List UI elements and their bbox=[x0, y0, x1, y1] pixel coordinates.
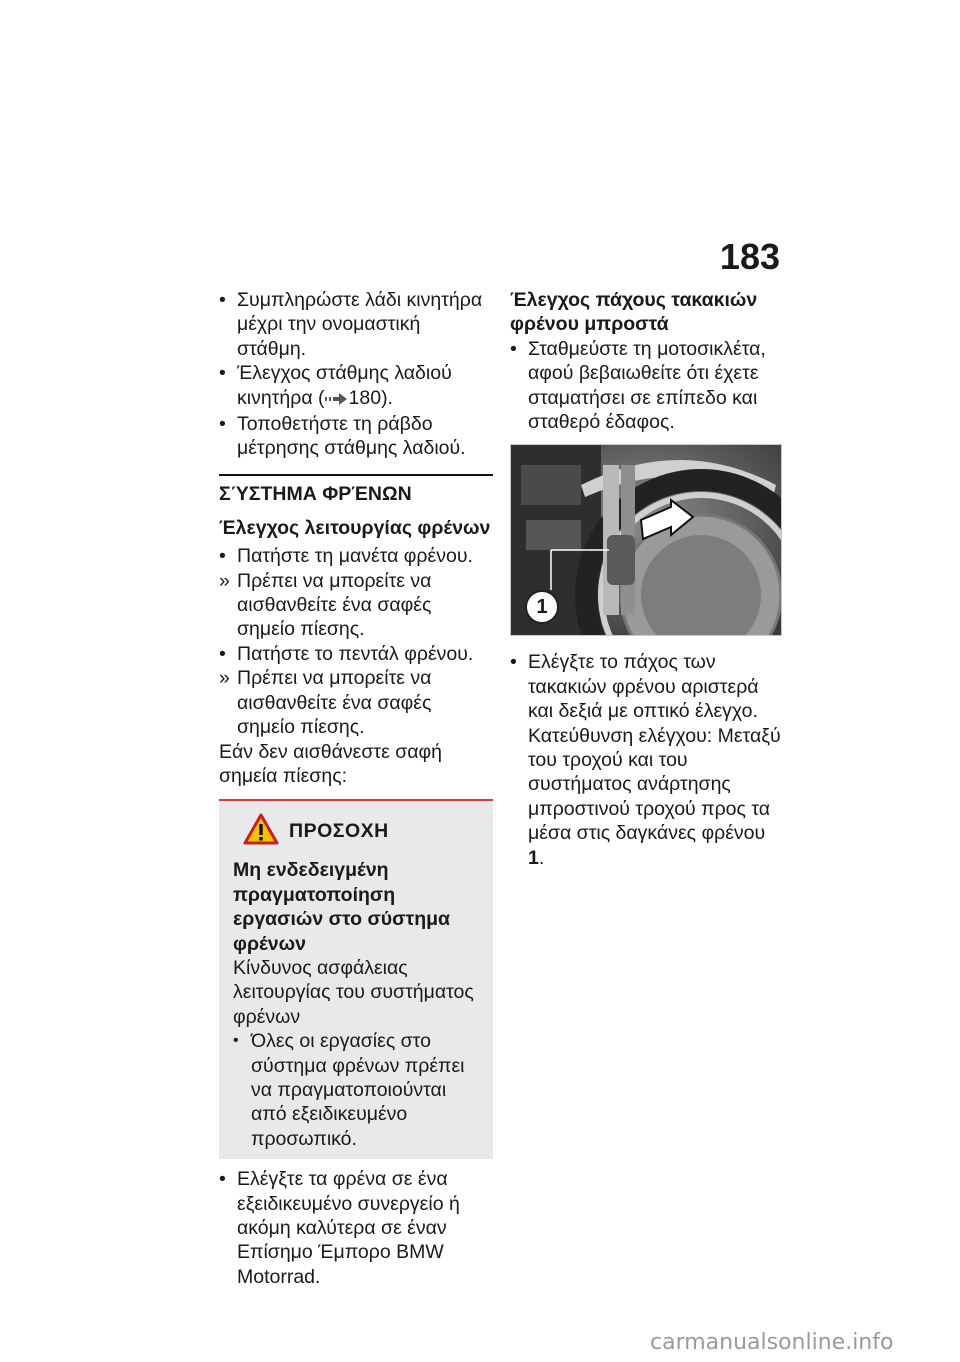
warning-title: ΠΡΟΣΟΧΗ bbox=[289, 820, 389, 843]
list-item bbox=[219, 288, 493, 361]
list-item bbox=[219, 544, 493, 568]
bullet-marker: • bbox=[219, 289, 226, 311]
list-item bbox=[219, 569, 493, 642]
list-item-text: Συμπληρώστε λάδι κινητήρα μέχρι την ονομαστική στάθμη. bbox=[237, 289, 483, 360]
warning-list-item bbox=[233, 1029, 479, 1151]
left-column bbox=[219, 288, 493, 1289]
bullet-marker: • bbox=[219, 413, 226, 436]
list-item-text: Πρέπει να μπορείτε να αισθανθείτε ένα σαφές σημείο πίεσης. bbox=[237, 569, 432, 641]
right-column bbox=[510, 288, 782, 870]
bullet-marker: • bbox=[510, 651, 517, 674]
warning-body: Κίνδυνος ασφάλειας λειτουργίας του συστήματος φρένων bbox=[233, 956, 474, 1028]
watermark: carmanualsonline.info bbox=[650, 1330, 894, 1355]
list-item: • Ελέγξτε το πάχος των τακακιών φρένου αριστερά και δεξιά με οπτικό έλεγχο. Κατεύθυνση ελέγχου: Μεταξύ του τροχού και του συστήματος ανάρτησης μπροστινού τροχού προς τα μέσα στις δαγκάνες φρένου 1. bbox=[510, 651, 781, 869]
list-item-text: Τοποθετήστε τη ράβδο μέτρησης στάθμης λαδιού. bbox=[237, 413, 466, 460]
figure-callout: 1 bbox=[525, 590, 559, 624]
callout-reference: 1 bbox=[528, 846, 539, 869]
bullet-marker: • bbox=[219, 642, 226, 665]
list-item bbox=[510, 337, 782, 435]
page-reference-arrow-icon bbox=[325, 388, 349, 412]
subsection-title: Έλεγχος λειτουργίας φρένων bbox=[219, 516, 491, 539]
list-item bbox=[219, 1167, 493, 1289]
list-item: • Έλεγχος στάθμης λαδιού κινητήρα ( 180). bbox=[219, 361, 493, 412]
bullet-marker: • bbox=[219, 1168, 226, 1191]
bullet-marker: • bbox=[510, 337, 517, 360]
page-number: 183 bbox=[719, 236, 780, 277]
section-divider bbox=[219, 474, 493, 476]
list-item-text: Σταθμεύστε τη μοτοσικλέτα, αφού βεβαιωθείτε ότι έχετε σταματήσει σε επίπεδο και σταθερό έδαφος. bbox=[528, 337, 766, 434]
list-item-text: Πρέπει να μπορείτε να αισθανθείτε ένα σαφές σημείο πίεσης. bbox=[237, 667, 432, 739]
bullet-marker: • bbox=[233, 1032, 239, 1050]
list-item-text: Ελέγξτε το πάχος των τακακιών φρένου αριστερά και δεξιά με οπτικό έλεγχο. Κατεύθυνση ελέγχου: Μεταξύ του τροχού και του συστήματος ανάρτησης μπροστινού τροχού προς τα μέσα στις δαγκάνες φρένου bbox=[528, 651, 781, 845]
warning-header bbox=[243, 813, 479, 850]
page-reference[interactable]: 180 bbox=[348, 386, 382, 409]
list-item bbox=[219, 666, 493, 739]
list-item bbox=[219, 412, 493, 461]
paragraph: Εάν δεν αισθάνεστε σαφή σημεία πίεσης: bbox=[219, 740, 443, 787]
bullet-marker: • bbox=[219, 362, 226, 385]
bullet-marker: • bbox=[219, 545, 226, 568]
section-title: ΣΎΣΤΗΜΑ ΦΡΈΝΩΝ bbox=[219, 482, 412, 505]
warning-box bbox=[219, 799, 493, 1159]
list-item-text: Πατήστε τη μανέτα φρένου. bbox=[237, 545, 473, 568]
front-brake-photo bbox=[510, 444, 782, 636]
warning-triangle-icon bbox=[243, 813, 279, 850]
subsection-title: Έλεγχος πάχους τακακιών φρένου μπροστά bbox=[510, 289, 758, 336]
result-marker: » bbox=[219, 667, 230, 690]
list-item bbox=[219, 642, 493, 666]
list-item-text: Όλες οι εργασίες στο σύστημα φρένων πρέπει να πραγματοποιούνται από εξειδικευμένο προσωπικό. bbox=[251, 1030, 465, 1150]
list-item-text: Πατήστε το πεντάλ φρένου. bbox=[237, 642, 474, 665]
list-item-text: Έλεγχος στάθμης λαδιού κινητήρα ( bbox=[237, 362, 452, 409]
result-marker: » bbox=[219, 569, 230, 592]
list-item-text: Ελέγξτε τα φρένα σε ένα εξειδικευμένο συνεργείο ή ακόμη καλύτερα σε έναν Επίσημο Έμπορο BMW Motorrad. bbox=[237, 1168, 460, 1288]
warning-heading: Μη ενδεδειγμένη πραγματοποίηση εργασιών στο σύστημα φρένων bbox=[233, 859, 451, 955]
